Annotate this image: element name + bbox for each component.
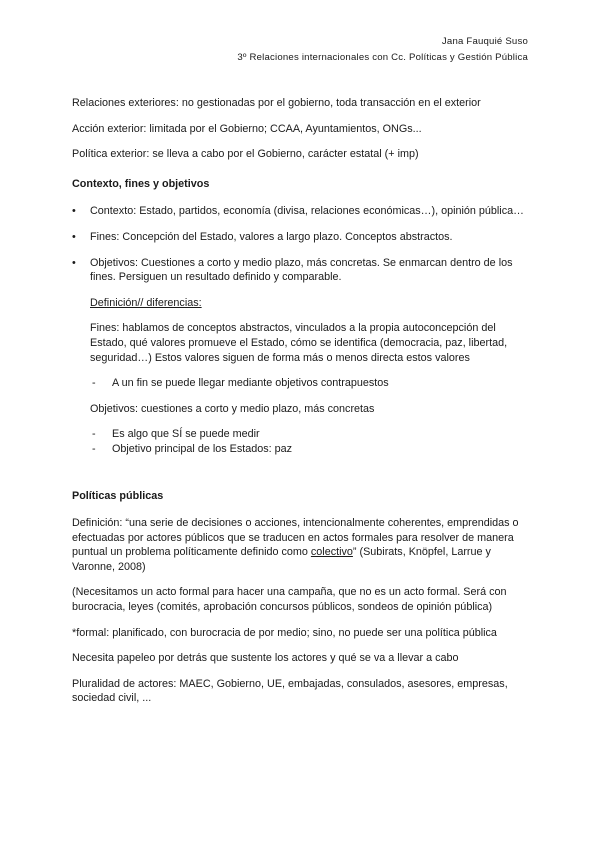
objetivos-paragraph: Objetivos: cuestiones a corto y medio plazo, más concretas <box>90 402 375 415</box>
header-author: Jana Fauquié Suso <box>441 36 528 47</box>
subheading-definicion: Definición// diferencias: <box>90 296 202 309</box>
objetivos-block <box>72 402 528 417</box>
definition-text-after: ” (Subirats, Knöpfel, Larrue y Varonne, 2008) <box>72 546 491 573</box>
definition-underlined-word: colectivo <box>310 546 353 559</box>
paragraph-papeleo: Necesita papeleo por detrás que sustente los actores y qué se va a llevar a cabo <box>72 652 459 665</box>
paragraph-acto-formal: (Necesitamos un acto formal para hacer una campaña, que no es un acto formal. Será con burocracia, leyes (comités, aprobación concursos públicos, sondeos de opinión pública) <box>72 586 507 614</box>
dash-text: Objetivo principal de los Estados: paz <box>112 442 293 455</box>
dash-text: Es algo que SÍ se puede medir <box>112 428 260 441</box>
bullet-text: Fines: Concepción del Estado, valores a largo plazo. Conceptos abstractos. <box>90 230 453 243</box>
definitions-block <box>72 296 528 365</box>
definition-accion-exterior: Acción exterior: limitada por el Gobierno; CCAA, Ayuntamientos, ONGs... <box>72 122 422 135</box>
bullet-item-objetivos <box>72 256 528 285</box>
definition-relaciones-exteriores: Relaciones exteriores: no gestionadas por el gobierno, toda transacción en el exterior <box>72 97 481 109</box>
objetivos-dash-list <box>72 427 528 456</box>
politicas-definition-paragraph <box>72 516 528 574</box>
dash-item <box>90 427 528 442</box>
document-body <box>72 96 528 717</box>
section1-bullet-list <box>72 204 528 284</box>
bullet-item-fines <box>72 230 528 245</box>
section-heading-politicas-publicas: Políticas públicas <box>72 489 164 502</box>
dash-marker: - <box>92 442 96 455</box>
bullet-text: Objetivos: Cuestiones a corto y medio plazo, más concretas. Se enmarcan dentro de los fines. Persiguen un resultado definido y comparable. <box>90 256 513 284</box>
bullet-text: Contexto: Estado, partidos, economía (divisa, relaciones económicas…), opinión pública… <box>90 205 524 218</box>
header-course: 3º Relaciones internacionales con Cc. Políticas y Gestión Pública <box>237 52 528 63</box>
bullet-marker: • <box>72 256 76 269</box>
dash-marker: - <box>92 377 96 390</box>
section-heading-contexto: Contexto, fines y objetivos <box>72 177 210 190</box>
definition-text-before: Definición: “una serie de decisiones o acciones, intencionalmente coherentes, emprendidas o efectuadas por actores públicos que se traducen en actos formales para resolver de manera puntual un problema políticamente definido como <box>72 517 519 559</box>
definition-politica-exterior: Política exterior: se lleva a cabo por el Gobierno, carácter estatal (+ imp) <box>72 148 419 161</box>
dash-marker: - <box>92 428 96 441</box>
page-header <box>237 34 528 66</box>
dash-item <box>90 442 528 457</box>
bullet-marker: • <box>72 230 76 243</box>
paragraph-pluralidad-actores: Pluralidad de actores: MAEC, Gobierno, UE, embajadas, consulados, asesores, empresas, sociedad civil, ... <box>72 677 508 705</box>
fines-dash-list <box>72 376 528 391</box>
dash-text: A un fin se puede llegar mediante objetivos contrapuestos <box>112 377 389 390</box>
fines-paragraph: Fines: hablamos de conceptos abstractos, vinculados a la propia autoconcepción del Estado, qué valores promueve el Estado, cómo se identifica (democracia, paz, libertad, seguridad…) Estos valores siguen de forma más o menos directa estos valores <box>90 322 508 364</box>
bullet-marker: • <box>72 205 76 218</box>
dash-item <box>90 376 528 391</box>
bullet-item-contexto <box>72 204 528 219</box>
paragraph-formal-note: *formal: planificado, con burocracia de por medio; sino, no puede ser una política pública <box>72 626 497 639</box>
